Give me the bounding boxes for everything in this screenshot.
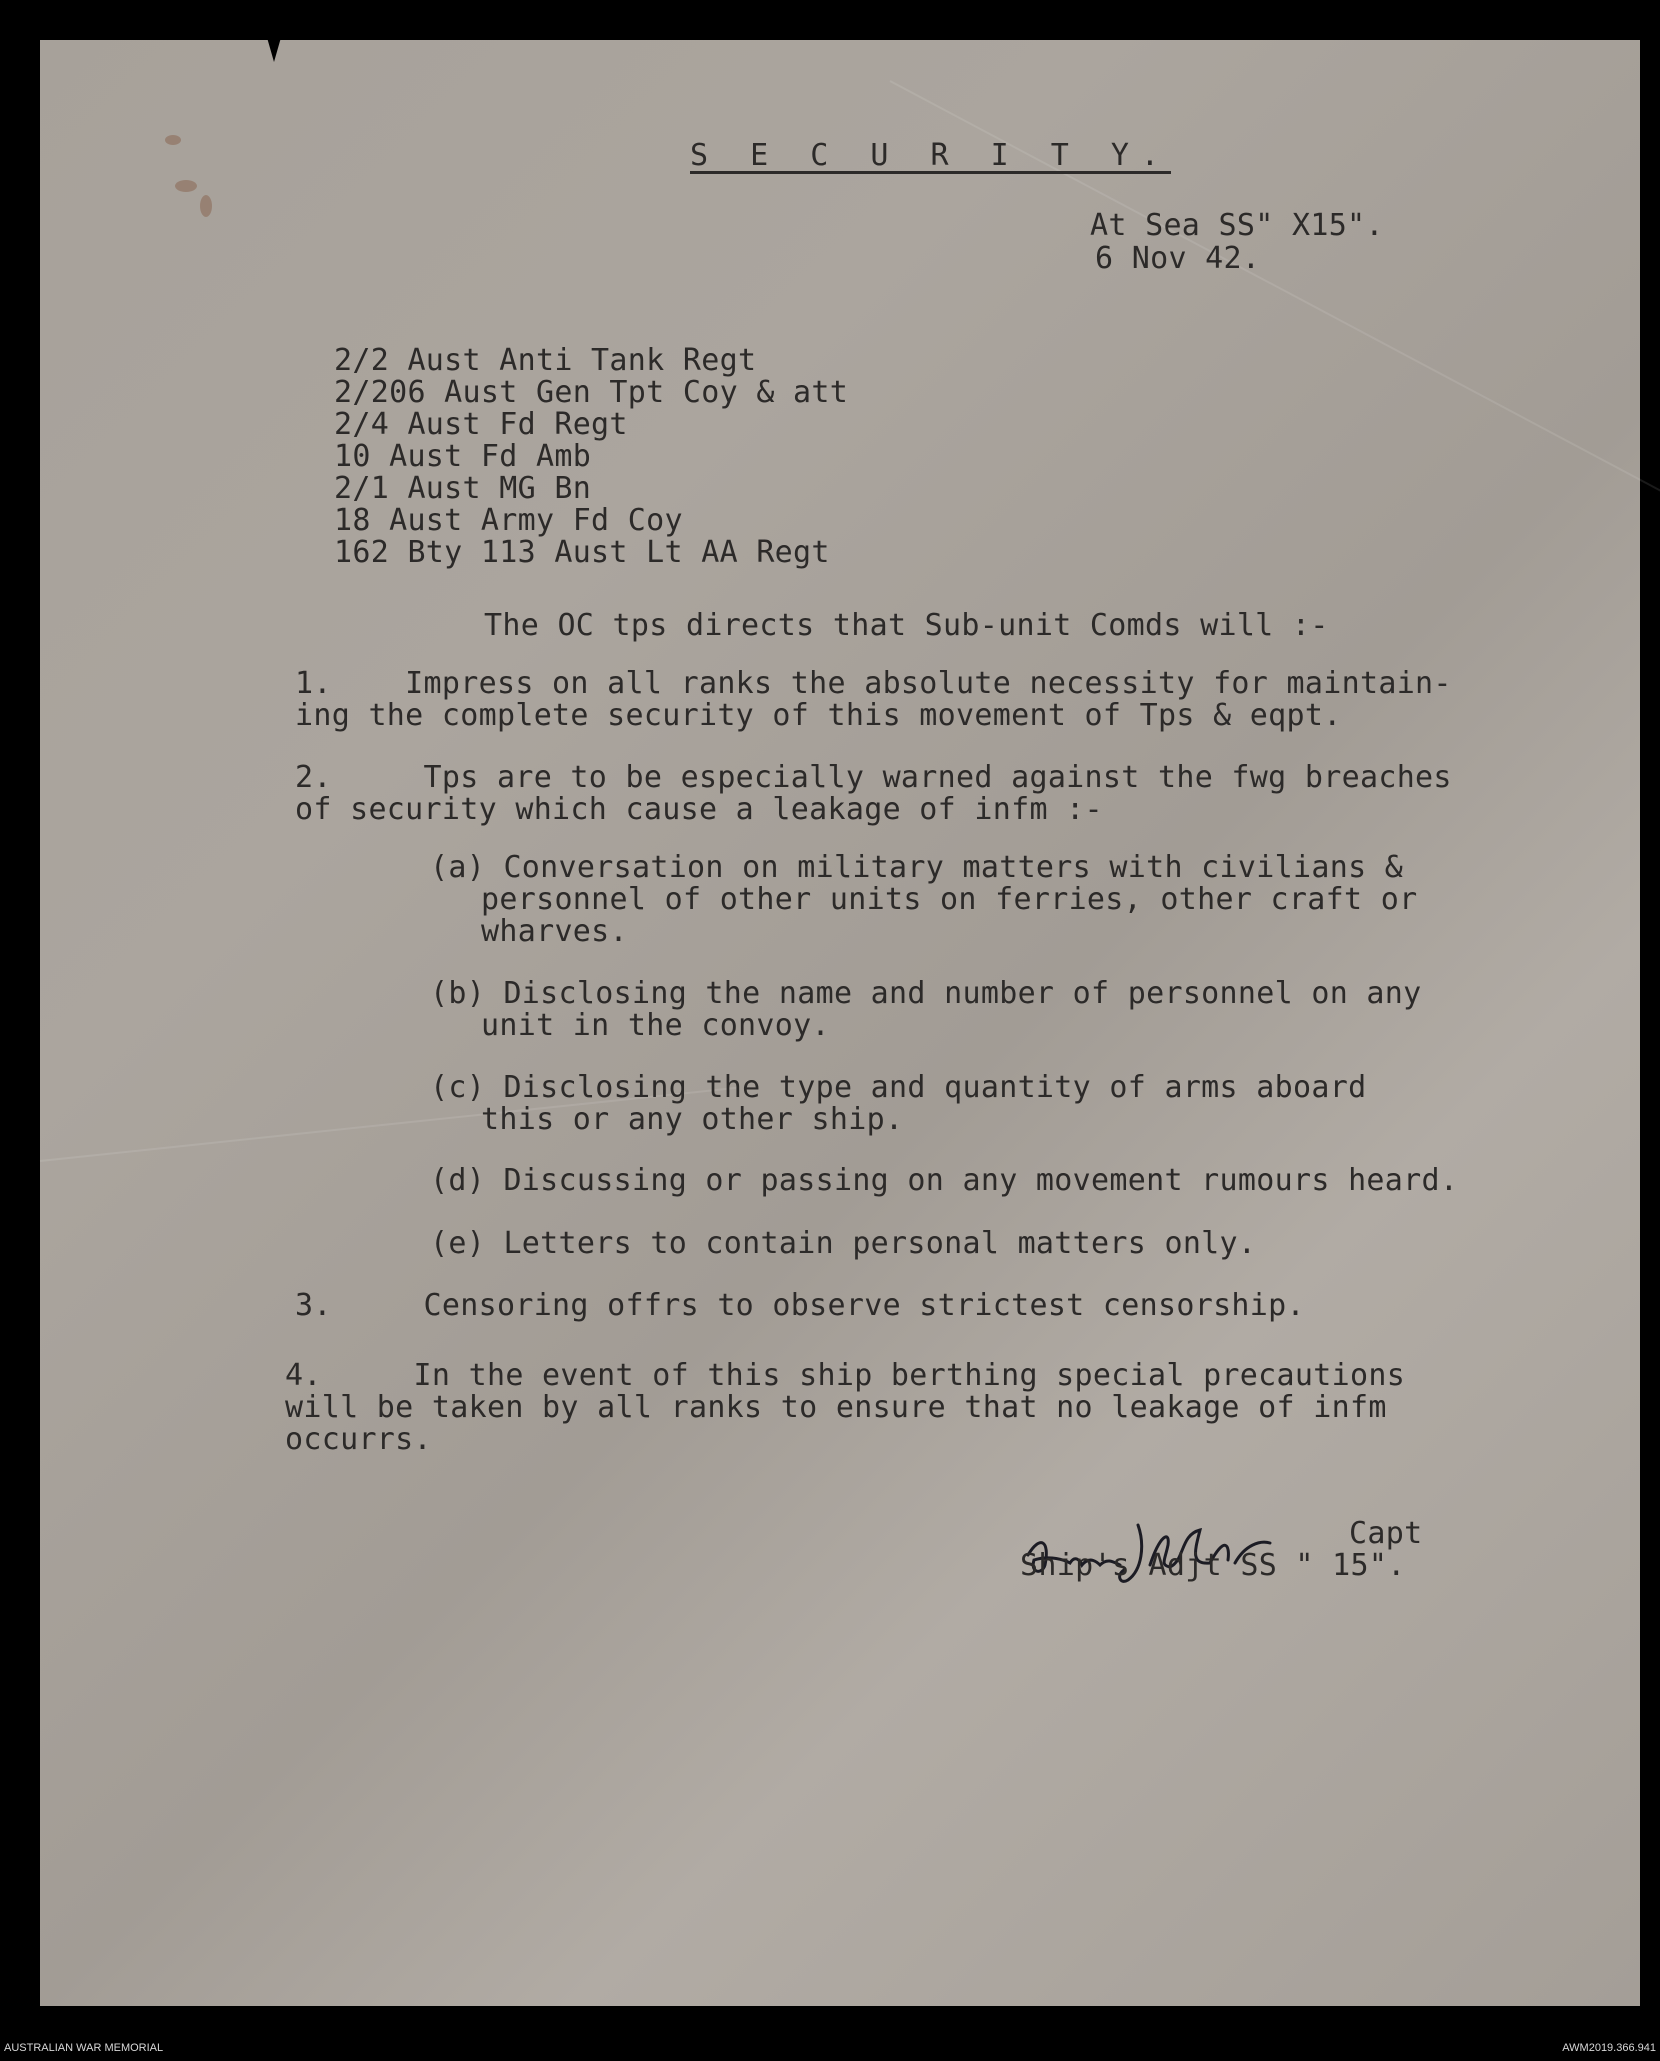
item-e-line: (e) Letters to contain personal matters only. <box>430 1226 1257 1261</box>
rank-label: Capt <box>1349 1516 1423 1551</box>
addressee-line: 2/206 Aust Gen Tpt Coy & att <box>334 375 849 410</box>
para-4-line: will be taken by all ranks to ensure that no leakage of infm <box>285 1390 1387 1425</box>
para-3-line: 3. Censoring offrs to observe strictest censorship. <box>295 1288 1305 1323</box>
item-a-line: personnel of other units on ferries, other craft or <box>481 882 1418 917</box>
item-d-line: (d) Discussing or passing on any movement rumours heard. <box>430 1163 1459 1198</box>
addressee-line: 18 Aust Army Fd Coy <box>334 503 683 538</box>
addressee-line: 2/4 Aust Fd Regt <box>334 407 628 442</box>
paper-notch <box>266 34 282 62</box>
addressee-line: 10 Aust Fd Amb <box>334 439 592 474</box>
item-a-line: (a) Conversation on military matters with civilians & <box>430 850 1404 885</box>
item-c-line: (c) Disclosing the type and quantity of arms aboard <box>430 1070 1367 1105</box>
item-b-line: (b) Disclosing the name and number of personnel on any <box>430 976 1422 1011</box>
signatory-title: Ship's Adjt SS " 15". <box>1020 1548 1406 1583</box>
addressee-list <box>334 345 848 569</box>
para-4-line: occurrs. <box>285 1422 432 1457</box>
rust-stain <box>175 180 197 192</box>
addressee-line: 162 Bty 113 Aust Lt AA Regt <box>334 535 830 570</box>
para-2-line: of security which cause a leakage of infm :- <box>295 792 1103 827</box>
location-line: At Sea SS" X15". <box>1090 208 1384 243</box>
document-page <box>40 40 1640 2006</box>
rust-stain <box>165 135 181 145</box>
intro-line: The OC tps directs that Sub-unit Comds will :- <box>484 608 1329 643</box>
date-line: 6 Nov 42. <box>1095 241 1261 276</box>
addressee-line: 2/1 Aust MG Bn <box>334 471 592 506</box>
item-c-line: this or any other ship. <box>481 1102 904 1137</box>
para-1-line: 1. Impress on all ranks the absolute necessity for maintain- <box>295 666 1452 701</box>
rust-stain <box>200 195 212 217</box>
document-title: S E C U R I T Y. <box>690 138 1171 173</box>
footer-institution: AUSTRALIAN WAR MEMORIAL <box>4 2042 164 2054</box>
para-2-line: 2. Tps are to be especially warned against the fwg breaches <box>295 760 1452 795</box>
para-4-line: 4. In the event of this ship berthing special precautions <box>285 1358 1406 1393</box>
para-1-line: ing the complete security of this movement of Tps & eqpt. <box>295 698 1342 733</box>
addressee-line: 2/2 Aust Anti Tank Regt <box>334 343 757 378</box>
footer-accession-number: AWM2019.366.941 <box>1562 2042 1656 2054</box>
item-a-line: wharves. <box>481 914 628 949</box>
item-b-line: unit in the convoy. <box>481 1008 830 1043</box>
